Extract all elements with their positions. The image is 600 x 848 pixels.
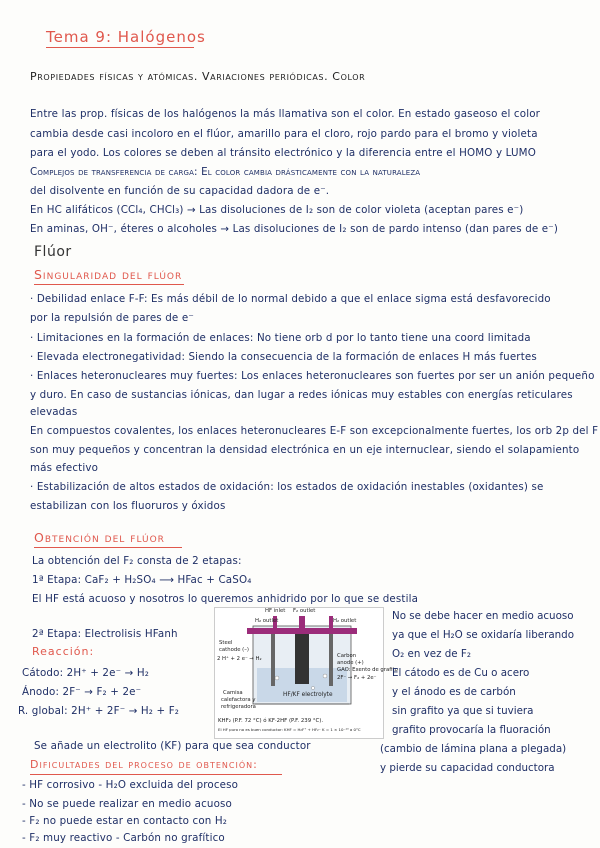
dificultad-line: - F₂ no puede estar en contacto con H₂	[22, 815, 228, 827]
steel-cathode-label: Steel	[219, 640, 233, 646]
carbon-anode-label-2: anode (+)	[337, 660, 364, 666]
section-heading-fluor: Flúor	[34, 244, 72, 260]
f2-outlet-label: F₂ outlet	[293, 608, 316, 614]
obtencion-line: 1ª Etapa: CaF₂ + H₂SO₄ ⟶ HFac + CaSO₄	[32, 574, 252, 586]
right-note-line: (cambio de lámina plana a plegada)	[380, 743, 567, 755]
obtencion-line: El HF está acuoso y nosotros lo queremos anhidrido por lo que se destila	[32, 593, 419, 605]
right-note-line: grafito provocaría la fluoración	[392, 724, 551, 736]
right-note-line: No se debe hacer en medio acuoso	[392, 610, 574, 622]
obtencion-line: La obtención del F₂ consta de 2 etapas:	[32, 555, 242, 567]
electrolyte-label: HF/KF electrolyte	[283, 692, 333, 698]
title-underline	[46, 47, 194, 48]
singularidad-line: por la repulsión de pares de e⁻	[30, 312, 194, 324]
reaccion-title: Reacción:	[32, 645, 95, 658]
cathode-reaction-label: 2 H⁺ + 2 e⁻ → H₂	[217, 656, 262, 662]
intro-line: En HC alifáticos (CCl₄, CHCl₃) → Las disoluciones de I₂ son de color violeta (aceptan pares e⁻)	[30, 204, 524, 216]
hf-inlet-label: HF inlet	[265, 608, 286, 614]
section-underline	[34, 284, 184, 285]
figure-caption-1: KHF₂ (P.F. 72 °C) ó KF·2HF (P.F. 239 °C).	[218, 718, 324, 724]
singularidad-line: son muy pequeños y concentran la densidad electrónica en un eje internuclear, siendo el solapamiento	[30, 444, 580, 456]
right-note-line: y el ánodo es de carbón	[392, 686, 516, 698]
page-title: Tema 9: Halógenos	[46, 28, 206, 46]
camisa-label-2: calefactora y	[221, 697, 256, 703]
section-underline	[34, 547, 182, 548]
dificultad-line: - F₂ muy reactivo - Carbón no grafítico	[22, 832, 225, 844]
section-title-singularidad: Singularidad del flúor	[34, 267, 183, 282]
right-note-line: El cátodo es de Cu o acero	[392, 667, 530, 679]
intro-line: Entre las prop. físicas de los halógenos la más llamativa son el color. En estado gaseoso el color	[30, 108, 541, 120]
singularidad-line: · Debilidad enlace F-F: Es más débil de lo normal debido a que el enlace sigma está desfavorecido	[30, 293, 551, 305]
right-note-line: y pierde su capacidad conductora	[380, 762, 555, 774]
singularidad-line: elevadas	[30, 406, 78, 418]
intro-line: del disolvente en función de su capacidad dadora de e⁻.	[30, 185, 330, 197]
dificultad-line: - HF corrosivo - H₂O excluida del proceso	[22, 779, 239, 791]
singularidad-line: En compuestos covalentes, los enlaces heteronucleares E-F son excepcionalmente fuertes, los orb 2p del F	[30, 425, 599, 437]
catodo-reaction: Cátodo: 2H⁺ + 2e⁻ → H₂	[22, 667, 149, 679]
h2-outlet-left-label: H₂ outlet	[255, 618, 279, 624]
section-title-obtencion: Obtención del flúor	[34, 530, 165, 545]
singularidad-line: más efectivo	[30, 462, 99, 474]
intro-line: Complejos de transferencia de carga: El color cambia drásticamente con la naturaleza	[30, 166, 421, 178]
camisa-label-3: refrigeradora	[221, 704, 256, 710]
carbon-anode-label: Carbon	[337, 653, 357, 659]
singularidad-line: · Elevada electronegatividad: Siendo la consecuencia de la formación de enlaces H más fuertes	[30, 351, 537, 363]
electrolito-note: Se añade un electrolito (KF) para que sea conductor	[34, 740, 311, 752]
global-reaction: R. global: 2H⁺ + 2F⁻ → H₂ + F₂	[18, 705, 180, 717]
singularidad-line: · Estabilización de altos estados de oxidación: los estados de oxidación inestables (oxidantes) se	[30, 481, 544, 493]
singularidad-line: estabilizan con los fluoruros y óxidos	[30, 500, 226, 512]
camisa-label-1: Camisa	[223, 690, 243, 696]
intro-line: para el yodo. Los colores se deben al tránsito electrónico y la diferencia entre el HOMO y LUMO	[30, 147, 536, 159]
carbon-note-label: GAO: Exento de grafito	[337, 667, 398, 673]
electrolysis-cell-figure	[214, 607, 398, 739]
anodo-reaction: Ánodo: 2F⁻ → F₂ + 2e⁻	[22, 686, 142, 698]
section-underline	[30, 774, 282, 775]
steel-cathode-label-2: cathode (–)	[219, 647, 249, 653]
intro-line: En aminas, OH⁻, éteres o alcoholes → Las disoluciones de I₂ son de pardo intenso (dan pares de e⁻)	[30, 223, 559, 235]
singularidad-line: · Enlaces heteronucleares muy fuertes: Los enlaces heteronucleares son fuertes por ser un anión pequeño	[30, 370, 595, 382]
etapa2-text: 2ª Etapa: Electrolisis HFanh	[32, 628, 178, 640]
h2-outlet-right-label: H₂ outlet	[333, 618, 357, 624]
intro-line: cambia desde casi incoloro en el flúor, amarillo para el cloro, rojo pardo para el bromo y violeta	[30, 128, 538, 140]
dificultad-line: - No se puede realizar en medio acuoso	[22, 798, 233, 810]
singularidad-line: · Limitaciones en la formación de enlaces: No tiene orb d por lo tanto tiene una coord limitada	[30, 332, 531, 344]
page-subtitle: Propiedades físicas y atómicas. Variaciones periódicas. Color	[30, 70, 366, 83]
figure-caption-2: El HF puro no es buen conductor: KHF = H₂F⁺ + HF₂⁻ K = 1 × 10⁻¹⁰ a 0°C	[218, 727, 361, 732]
right-note-line: O₂ en vez de F₂	[392, 648, 471, 660]
section-title-dificultades: Dificultades del proceso de obtención:	[30, 758, 258, 771]
singularidad-line: y duro. En caso de sustancias iónicas, dan lugar a redes iónicas muy estables con energías reticulares	[30, 389, 573, 401]
anode-reaction-label: 2F⁻ → F₂ + 2e⁻	[337, 675, 377, 681]
right-note-line: sin grafito ya que si tuviera	[392, 705, 534, 717]
right-note-line: ya que el H₂O se oxidaría liberando	[392, 629, 574, 641]
